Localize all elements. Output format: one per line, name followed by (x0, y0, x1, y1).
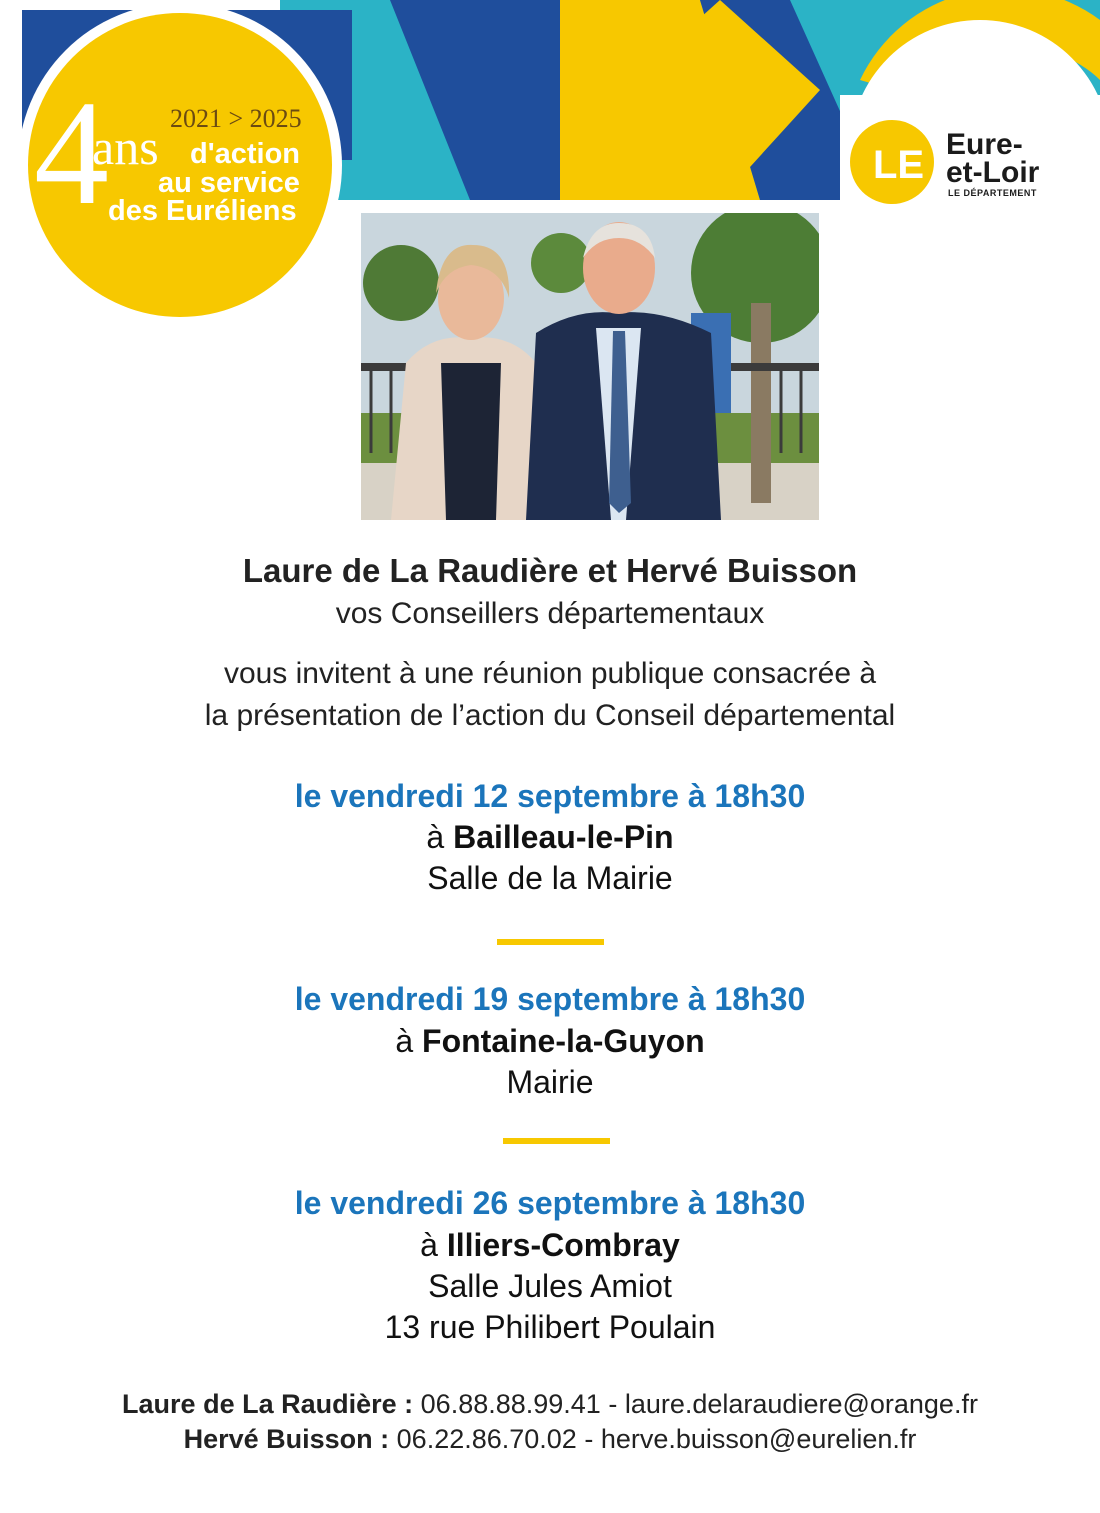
meeting-1-date: le vendredi 12 septembre à 18h30 (294, 778, 806, 814)
separator-1 (497, 939, 604, 945)
meeting-3-venue: Salle Jules Amiot (428, 1268, 672, 1304)
logo-name-line-1: Eure- (946, 128, 1023, 161)
meeting-2-date: le vendredi 19 septembre à 18h30 (294, 981, 806, 1017)
logo-letters: LE (873, 143, 925, 187)
logo-subtitle: LE DÉPARTEMENT (948, 188, 1037, 198)
separator-2 (503, 1138, 610, 1144)
meeting-2-location (0, 1023, 1100, 1060)
meeting-3-location (0, 1227, 1100, 1264)
badge-number: 4 (34, 70, 109, 236)
meeting-2-town: Fontaine-la-Guyon (422, 1023, 705, 1059)
meeting-1-prefix: à (426, 819, 445, 855)
meeting-1-location (0, 819, 1100, 856)
meeting-1-venue: Salle de la Mairie (427, 860, 673, 896)
contact-2-name: Hervé Buisson : (183, 1424, 390, 1454)
badge-line-2: au service (158, 167, 300, 199)
contact-1-name: Laure de La Raudière : (122, 1389, 414, 1419)
logo-name-line-2: et-Loir (946, 156, 1040, 189)
contact-2-details[interactable]: 06.22.86.70.02 - herve.buisson@eurelien.fr (396, 1424, 917, 1454)
badge-line-1: d'action (190, 138, 301, 170)
meeting-1-town: Bailleau-le-Pin (453, 819, 674, 855)
councillors-photo (361, 213, 819, 520)
meeting-3-town: Illiers-Combray (446, 1227, 680, 1263)
badge-line-3: des Euréliens (108, 195, 297, 227)
councillors-role: vos Conseillers départementaux (335, 597, 765, 630)
meeting-2-prefix: à (395, 1023, 414, 1059)
invitation-line-1: vous invitent à une réunion publique consacrée à (223, 657, 877, 690)
meeting-2-venue: Mairie (506, 1064, 594, 1100)
meeting-3-date: le vendredi 26 septembre à 18h30 (294, 1185, 806, 1221)
contact-line-2 (0, 1424, 1100, 1455)
meeting-3-address: 13 rue Philibert Poulain (384, 1309, 716, 1345)
invitation-line-2: la présentation de l’action du Conseil départemental (204, 699, 896, 732)
badge-years: 2021 > 2025 (170, 104, 302, 133)
badge-ans: ans (92, 119, 159, 175)
contact-1-details[interactable]: 06.88.88.99.41 - laure.delaraudiere@orange.fr (420, 1389, 978, 1419)
meeting-3-prefix: à (420, 1227, 438, 1263)
contact-line-1 (0, 1389, 1100, 1420)
councillors-names: Laure de La Raudière et Hervé Buisson (242, 552, 858, 589)
